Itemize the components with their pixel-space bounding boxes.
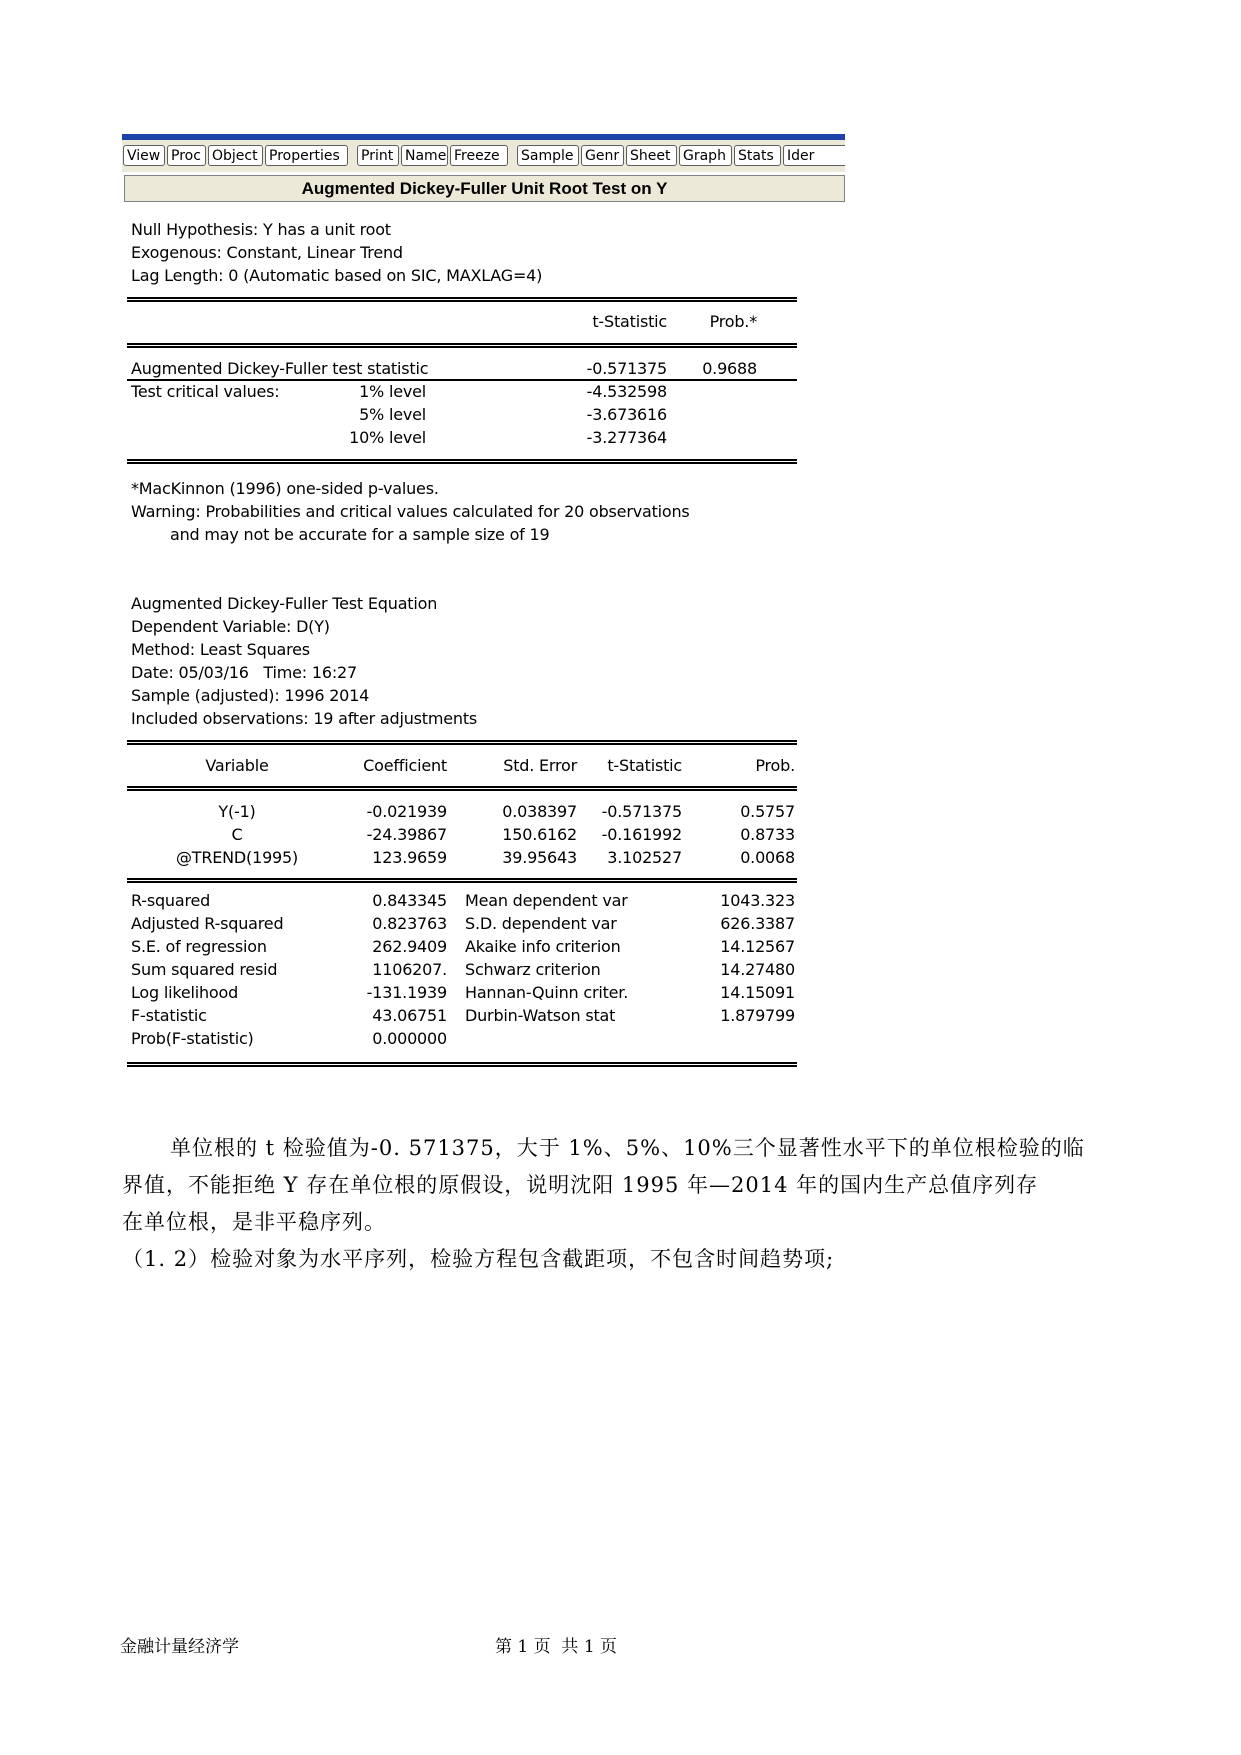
stat-value: -131.1939	[366, 983, 447, 1002]
coef-coefficient: 123.9659	[372, 848, 447, 867]
mackinnon-note: *MacKinnon (1996) one-sided p-values.	[131, 479, 439, 498]
stat-label: R-squared	[131, 891, 211, 910]
exogenous-line: Exogenous: Constant, Linear Trend	[131, 243, 403, 262]
level-value: -3.277364	[586, 428, 667, 447]
object-button[interactable]: Object	[208, 145, 263, 166]
stat-value: 1106207.	[372, 960, 447, 979]
coef-header-std-error: Std. Error	[503, 756, 577, 775]
print-button[interactable]: Print	[357, 145, 399, 166]
date-time-line: Date: 05/03/16 Time: 16:27	[131, 663, 357, 682]
table-rule	[127, 379, 797, 381]
stat-value: 1.879799	[720, 1006, 795, 1025]
stat-value: 1043.323	[720, 891, 795, 910]
stat-label: Adjusted R-squared	[131, 914, 284, 933]
table-rule	[127, 297, 797, 302]
stat-label: S.E. of regression	[131, 937, 267, 956]
level-value: -4.532598	[586, 382, 667, 401]
eviews-output-window	[122, 134, 845, 1086]
sheet-button[interactable]: Sheet	[626, 145, 677, 166]
stat-label: Durbin-Watson stat	[465, 1006, 616, 1025]
paragraph-line-2: 界值，不能拒绝 Y 存在单位根的原假设，说明沈阳 1995 年—2014 年的国内生产总值序列存	[122, 1173, 1039, 1197]
stat-label: Mean dependent var	[465, 891, 628, 910]
coef-std-error: 39.95643	[502, 848, 577, 867]
level-value: -3.673616	[586, 405, 667, 424]
footer-course-name: 金融计量经济学	[120, 1637, 239, 1657]
coef-coefficient: -24.39867	[366, 825, 447, 844]
stat-value: 43.06751	[372, 1006, 447, 1025]
stat-value: 0.823763	[372, 914, 447, 933]
null-hypothesis-line: Null Hypothesis: Y has a unit root	[131, 220, 391, 239]
method-line: Method: Least Squares	[131, 640, 310, 659]
level-label: 5% level	[359, 405, 426, 424]
coef-tstat: -0.571375	[601, 802, 682, 821]
graph-button[interactable]: Graph	[679, 145, 732, 166]
stat-value: 14.15091	[720, 983, 795, 1002]
stat-value: 0.843345	[372, 891, 447, 910]
equation-title: Augmented Dickey-Fuller Test Equation	[131, 594, 438, 613]
adf-test-statistic-prob: 0.9688	[702, 359, 757, 378]
warning-note: Warning: Probabilities and critical values calculated for 20 observations	[131, 502, 690, 521]
stat-label: S.D. dependent var	[465, 914, 617, 933]
lag-length-line: Lag Length: 0 (Automatic based on SIC, MAXLAG=4)	[131, 266, 543, 285]
stat-value: 14.27480	[720, 960, 795, 979]
coef-std-error: 0.038397	[502, 802, 577, 821]
section-heading-1-2: （1. 2）检验对象为水平序列，检验方程包含截距项，不包含时间趋势项;	[122, 1247, 835, 1271]
name-button[interactable]: Name	[401, 145, 448, 166]
stat-label: Log likelihood	[131, 983, 239, 1002]
coef-header-coefficient: Coefficient	[363, 756, 447, 775]
table-rule	[127, 459, 797, 464]
view-button[interactable]: View	[123, 145, 165, 166]
window-title: Augmented Dickey-Fuller Unit Root Test on Y	[124, 175, 845, 202]
level-label: 1% level	[359, 382, 426, 401]
coef-variable: Y(-1)	[218, 802, 256, 821]
level-label: 10% level	[349, 428, 426, 447]
toolbar	[122, 140, 845, 172]
table-rule	[127, 1062, 797, 1067]
stat-value: 14.12567	[720, 937, 795, 956]
stat-value: 262.9409	[372, 937, 447, 956]
coef-variable: C	[231, 825, 243, 844]
proc-button[interactable]: Proc	[167, 145, 206, 166]
table-rule	[127, 878, 797, 883]
stat-label: Hannan-Quinn criter.	[465, 983, 629, 1002]
coef-variable: @TREND(1995)	[175, 848, 299, 867]
critical-values-label: Test critical values:	[131, 382, 280, 401]
sample-button[interactable]: Sample	[517, 145, 579, 166]
stat-label: Schwarz criterion	[465, 960, 601, 979]
coef-coefficient: -0.021939	[366, 802, 447, 821]
stat-value: 0.000000	[372, 1029, 447, 1048]
properties-button[interactable]: Properties	[265, 145, 348, 166]
table-rule	[127, 343, 797, 348]
stat-label: F-statistic	[131, 1006, 207, 1025]
paragraph-line-3: 在单位根，是非平稳序列。	[122, 1210, 386, 1234]
stat-label: Akaike info criterion	[465, 937, 621, 956]
paragraph-line-1: 单位根的 t 检验值为-0. 571375，大于 1%、5%、10%三个显著性水平下的单位根检验的临	[170, 1136, 1085, 1160]
dependent-variable: Dependent Variable: D(Y)	[131, 617, 330, 636]
footer-page-number: 第 1 页 共 1 页	[495, 1637, 618, 1657]
coef-prob: 0.8733	[740, 825, 795, 844]
coef-header-prob: Prob.	[755, 756, 795, 775]
stat-value: 626.3387	[720, 914, 795, 933]
genr-button[interactable]: Genr	[581, 145, 624, 166]
tstat-column-header: t-Statistic	[592, 312, 667, 331]
coef-prob: 0.0068	[740, 848, 795, 867]
stats-button[interactable]: Stats	[734, 145, 781, 166]
coef-tstat: -0.161992	[601, 825, 682, 844]
adf-test-statistic-label: Augmented Dickey-Fuller test statistic	[131, 359, 429, 378]
stat-label: Sum squared resid	[131, 960, 278, 979]
prob-column-header: Prob.*	[709, 312, 757, 331]
stat-label: Prob(F-statistic)	[131, 1029, 254, 1048]
ident-button[interactable]: Ider	[783, 145, 845, 166]
coef-header-variable: Variable	[205, 756, 269, 775]
table-rule	[127, 740, 797, 745]
observations-line: Included observations: 19 after adjustments	[131, 709, 478, 728]
freeze-button[interactable]: Freeze	[450, 145, 508, 166]
coef-prob: 0.5757	[740, 802, 795, 821]
warning-note-cont: and may not be accurate for a sample size of 19	[170, 525, 550, 544]
coef-std-error: 150.6162	[502, 825, 577, 844]
adf-test-statistic-value: -0.571375	[586, 359, 667, 378]
coef-tstat: 3.102527	[607, 848, 682, 867]
coef-header-tstat: t-Statistic	[607, 756, 682, 775]
sample-line: Sample (adjusted): 1996 2014	[131, 686, 370, 705]
table-rule	[127, 786, 797, 791]
